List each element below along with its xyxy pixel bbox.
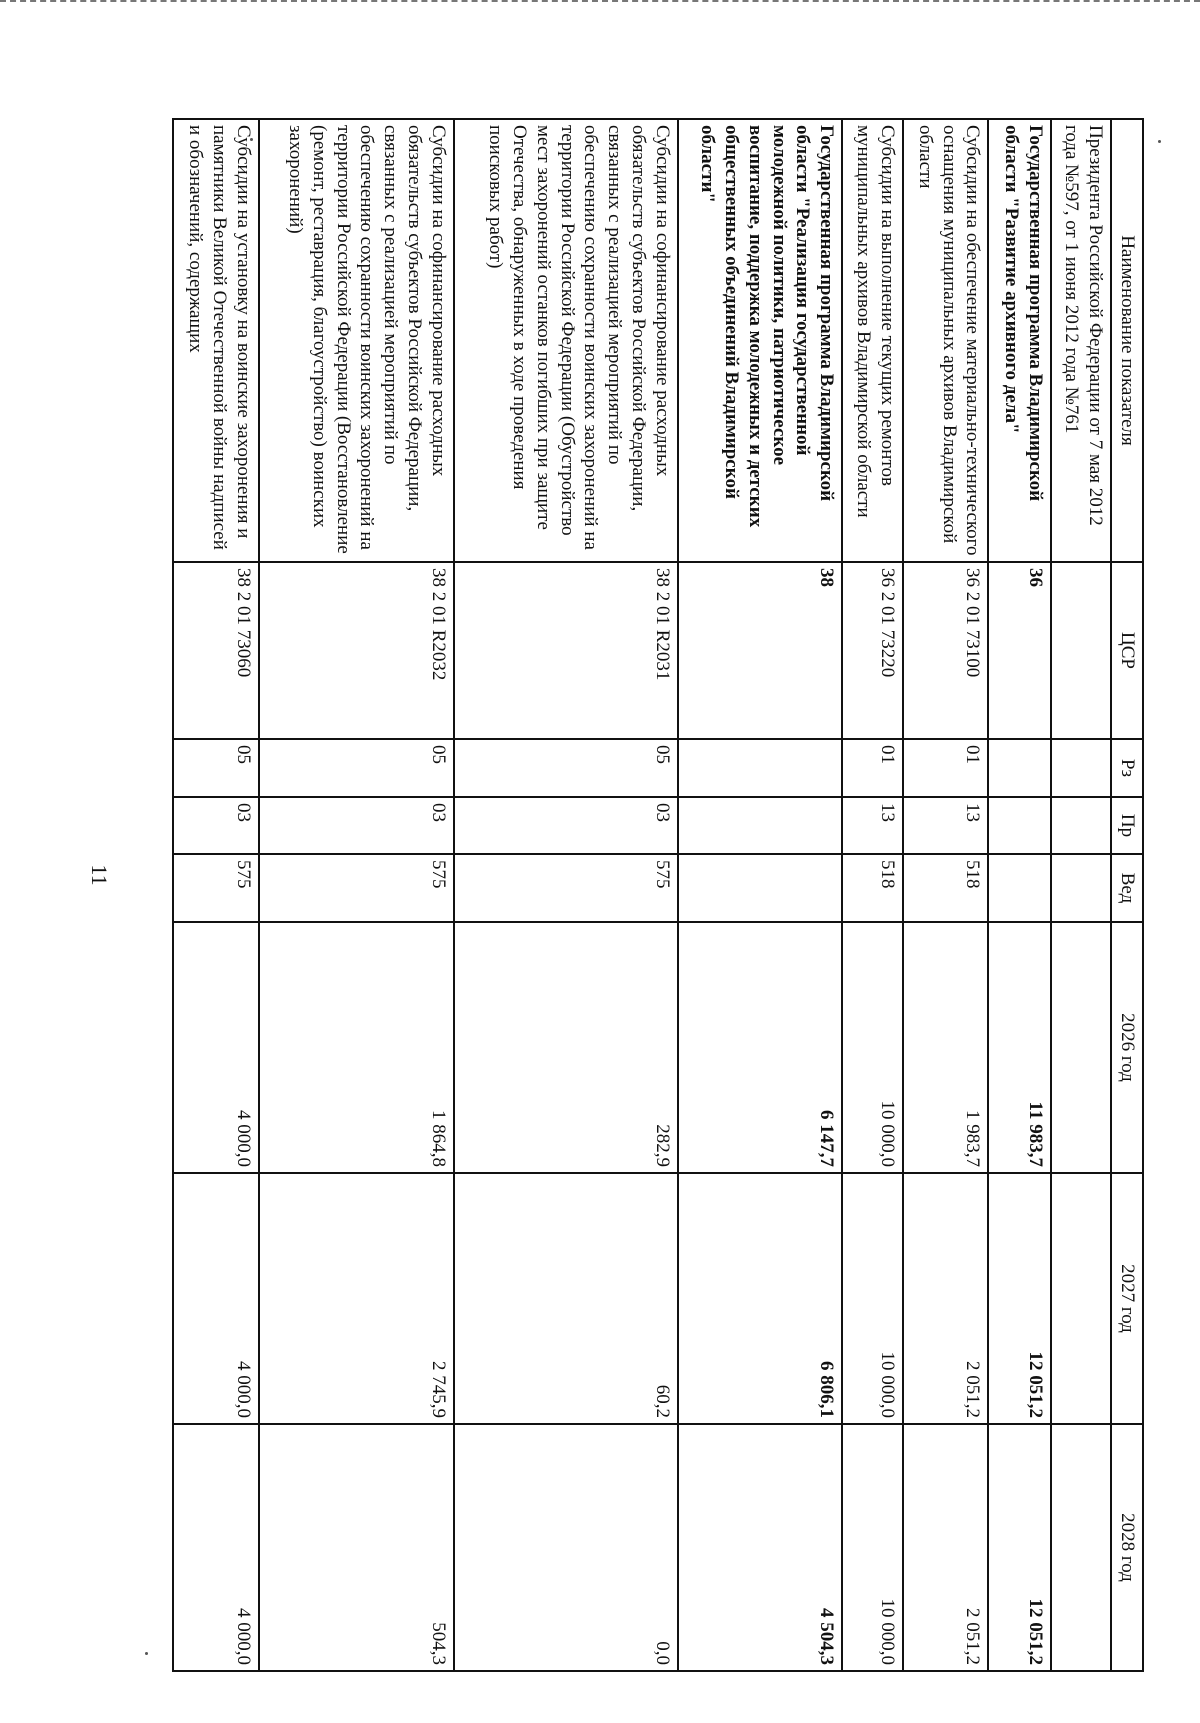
row-rz: 01 <box>903 739 989 797</box>
row-2027: 2 051,2 <box>903 1173 989 1424</box>
row-csr: 36 2 01 73100 <box>903 562 989 739</box>
page-number: 11 <box>87 864 112 886</box>
row-2028: 2 051,2 <box>903 1424 989 1671</box>
row-rz: 01 <box>842 739 903 797</box>
row-csr: 38 <box>678 562 842 739</box>
row-2027: 2 745,9 <box>259 1173 454 1424</box>
row-pr <box>1051 797 1111 854</box>
row-2027: 6 806,1 <box>678 1173 842 1424</box>
row-2028: 4 000,0 <box>173 1424 259 1671</box>
table-row <box>842 119 903 1671</box>
row-pr: 13 <box>842 797 903 854</box>
row-ved <box>678 854 842 922</box>
row-2026: 282,9 <box>454 922 678 1173</box>
page-top-edge <box>0 0 1200 2</box>
header-rz: Рз <box>1111 739 1143 797</box>
row-2028: 4 504,3 <box>678 1424 842 1671</box>
row-pr <box>678 797 842 854</box>
row-ved <box>988 854 1051 922</box>
table-row <box>1051 119 1111 1671</box>
row-pr: 03 <box>454 797 678 854</box>
row-pr <box>988 797 1051 854</box>
row-ved: 575 <box>173 854 259 922</box>
row-csr: 36 <box>988 562 1051 739</box>
row-2028: 12 051,2 <box>988 1424 1051 1671</box>
header-pr: Пр <box>1111 797 1143 854</box>
row-2028: 0,0 <box>454 1424 678 1671</box>
row-2026: 11 983,7 <box>988 922 1051 1173</box>
row-ved: 518 <box>903 854 989 922</box>
row-ved: 518 <box>842 854 903 922</box>
row-2026 <box>1051 922 1111 1173</box>
row-name: Президента Российской Федерации от 7 мая 2012 года №597, от 1 июня 2012 года №761 <box>1051 119 1111 562</box>
table-row <box>173 119 259 1671</box>
table-row <box>454 119 678 1671</box>
rotated-table-container <box>172 118 1144 1670</box>
row-2028 <box>1051 1424 1111 1671</box>
row-pr: 03 <box>173 797 259 854</box>
table-row <box>903 119 989 1671</box>
row-2028: 10 000,0 <box>842 1424 903 1671</box>
row-csr <box>1051 562 1111 739</box>
row-2027: 60,2 <box>454 1173 678 1424</box>
row-pr: 13 <box>903 797 989 854</box>
row-name: Государственная программа Владимирской области "Развитие архивного дела" <box>988 119 1051 562</box>
row-name: Субсидии на обеспечение материально-технического оснащения муниципальных архивов Владимирской области <box>903 119 989 562</box>
row-csr: 36 2 01 73220 <box>842 562 903 739</box>
row-2026: 1 864,8 <box>259 922 454 1173</box>
row-rz: 05 <box>173 739 259 797</box>
row-ved: 575 <box>454 854 678 922</box>
row-csr: 38 2 01 73060 <box>173 562 259 739</box>
row-rz <box>1051 739 1111 797</box>
table-row <box>988 119 1051 1671</box>
header-2027: 2027 год <box>1111 1173 1143 1424</box>
row-csr: 38 2 01 R2031 <box>454 562 678 739</box>
row-rz <box>678 739 842 797</box>
scan-speck <box>145 1652 148 1655</box>
header-name: Наименование показателя <box>1111 119 1143 562</box>
row-2027: 10 000,0 <box>842 1173 903 1424</box>
row-name: Субсидии на софинансирование расходных обязательств субъектов Российской Федерации, связанных с реализацией мероприятий по обеспечению сохранности воинских захоронений на территории Российской Федерации (Восстановление (ремонт, реставрация, благоустройство) воинских захоронений) <box>259 119 454 562</box>
row-2027: 4 000,0 <box>173 1173 259 1424</box>
row-name: Субсидии на выполнение текущих ремонтов муниципальных архивов Владимирской области <box>842 119 903 562</box>
table-row <box>678 119 842 1671</box>
row-name: Субсидии на софинансирование расходных обязательств субъектов Российской Федерации, связанных с реализацией мероприятий по обеспечению сохранности воинских захоронений на территории Российской Федерации (Обустройство мест захоронений останков погибших при защите Отечества, обнаруженных в ходе проведения поисковых работ) <box>454 119 678 562</box>
header-ved: Вед <box>1111 854 1143 922</box>
row-rz <box>988 739 1051 797</box>
row-2026: 4 000,0 <box>173 922 259 1173</box>
row-2026: 1 983,7 <box>903 922 989 1173</box>
row-2028: 504,3 <box>259 1424 454 1671</box>
row-rz: 05 <box>259 739 454 797</box>
row-2027 <box>1051 1173 1111 1424</box>
row-pr: 03 <box>259 797 454 854</box>
row-csr: 38 2 01 R2032 <box>259 562 454 739</box>
row-2027: 12 051,2 <box>988 1173 1051 1424</box>
row-ved: 575 <box>259 854 454 922</box>
header-2026: 2026 год <box>1111 922 1143 1173</box>
scan-speck <box>1158 140 1161 143</box>
row-rz: 05 <box>454 739 678 797</box>
row-name: Государственная программа Владимирской области "Реализация государственной молодежной политики, патриотическое воспитание, поддержка молодежных и детских общественных объединений Владимирской области" <box>678 119 842 562</box>
table-header-row <box>1111 119 1143 1671</box>
row-name: Субсидии на установку на воинские захоронения и памятники Великой Отечественной войны надписей и обозначений, содержащих <box>173 119 259 562</box>
budget-table <box>172 118 1144 1672</box>
row-2026: 6 147,7 <box>678 922 842 1173</box>
table-row <box>259 119 454 1671</box>
header-csr: ЦСР <box>1111 562 1143 739</box>
row-ved <box>1051 854 1111 922</box>
header-2028: 2028 год <box>1111 1424 1143 1671</box>
row-2026: 10 000,0 <box>842 922 903 1173</box>
